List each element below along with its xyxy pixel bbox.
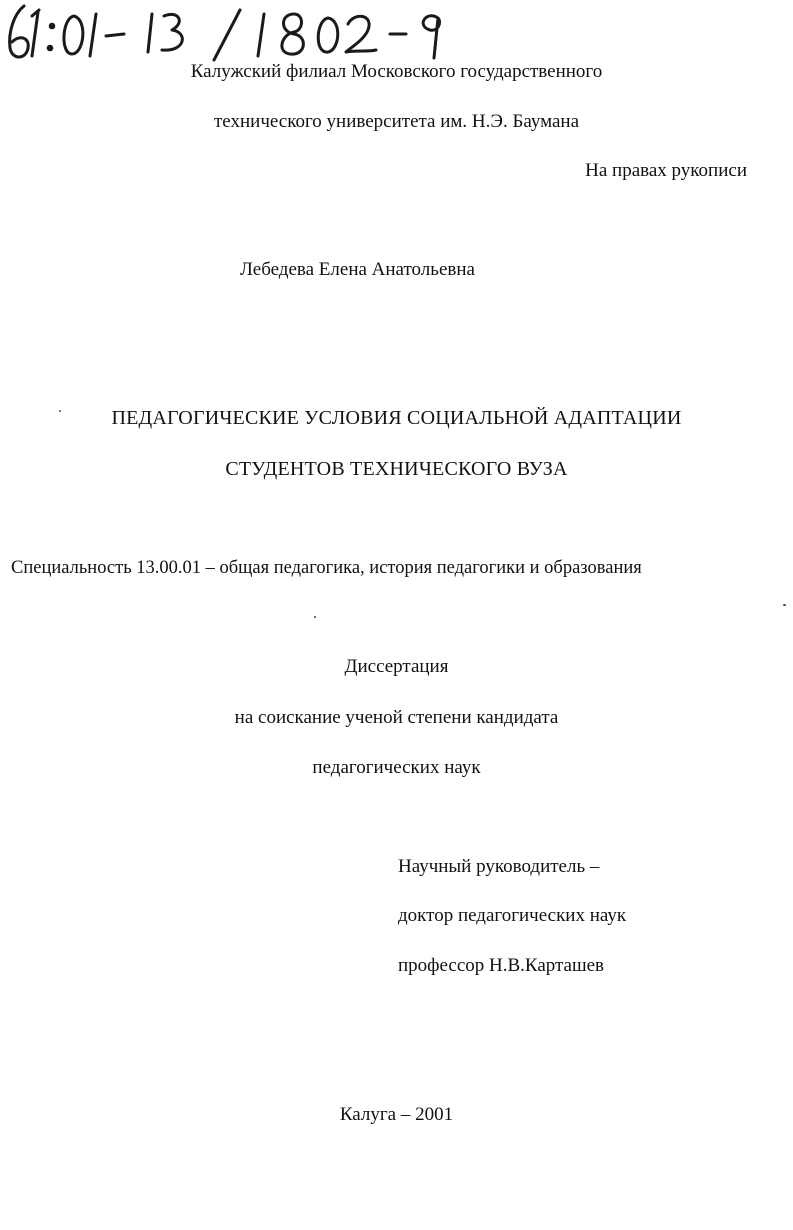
degree-line-1: на соискание ученой степени кандидата bbox=[234, 707, 559, 728]
degree-line-2: педагогических наук bbox=[312, 757, 481, 778]
institution-line-2: технического университета им. Н.Э. Баумана bbox=[214, 111, 579, 132]
institution-line-1: Калужский филиал Московского государственного bbox=[190, 61, 603, 82]
author-name: Лебедева Елена Анатольевна bbox=[240, 259, 475, 280]
handwritten-archive-code bbox=[2, 0, 452, 66]
place-and-year: Калуга – 2001 bbox=[339, 1104, 454, 1125]
manuscript-rights-note: На правах рукописи bbox=[585, 160, 747, 181]
dissertation-title-line-2: СТУДЕНТОВ ТЕХНИЧЕСКОГО ВУЗА bbox=[225, 458, 568, 480]
dissertation-title-line-1: ПЕДАГОГИЧЕСКИЕ УСЛОВИЯ СОЦИАЛЬНОЙ АДАПТАЦИИ bbox=[111, 407, 682, 429]
scan-speck bbox=[783, 604, 786, 606]
supervisor-name: профессор Н.В.Карташев bbox=[398, 955, 605, 976]
supervisor-degree: доктор педагогических наук bbox=[398, 905, 627, 926]
work-type: Диссертация bbox=[344, 656, 449, 677]
supervisor-label: Научный руководитель – bbox=[398, 856, 600, 877]
specialty-line: Специальность 13.00.01 – общая педагогика, история педагогики и образования bbox=[11, 558, 642, 578]
scan-speck bbox=[314, 616, 316, 618]
